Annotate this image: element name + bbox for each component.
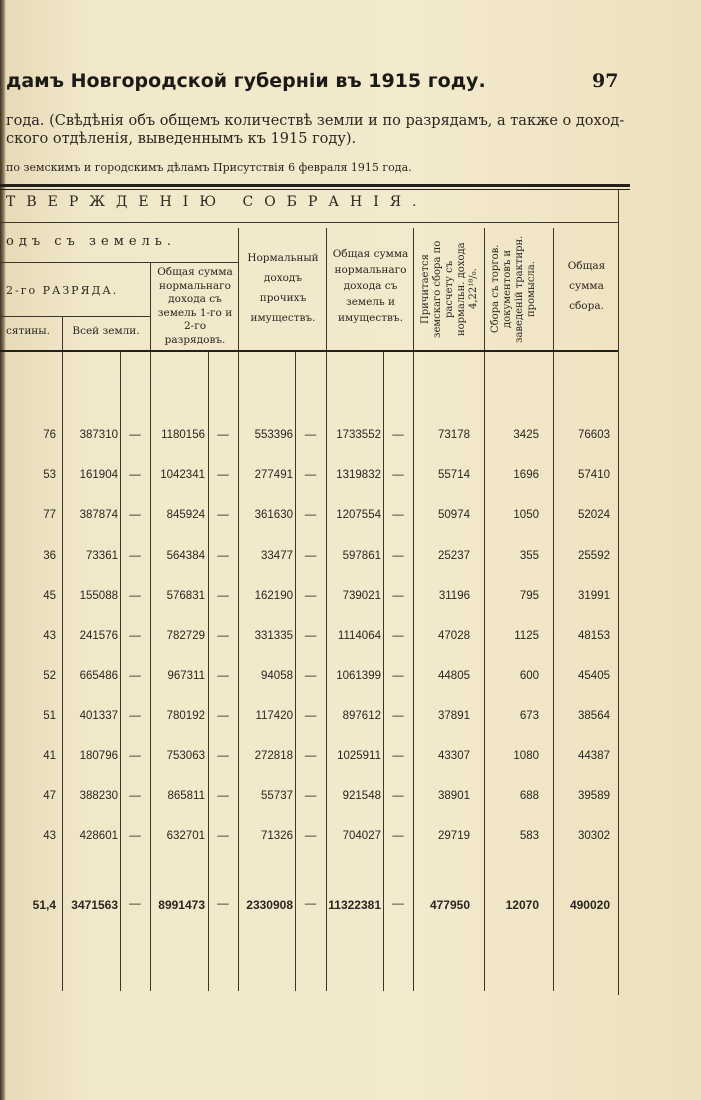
dash-cell: — <box>129 710 141 722</box>
cell-rate: 43 <box>43 830 56 842</box>
dash-cell: — <box>217 509 229 521</box>
dash-cell: — <box>304 710 317 722</box>
cell-zemstvo: 43307 <box>438 750 470 762</box>
dash-cell: — <box>129 750 141 762</box>
cell-other: 117420 <box>255 710 293 722</box>
dash-cell: — <box>304 429 317 441</box>
cell-rate: 51,4 <box>32 898 56 912</box>
cell-other: 55737 <box>261 790 293 802</box>
cell-total-fee: 45405 <box>578 670 610 682</box>
cell-total-fee: 31991 <box>578 590 610 602</box>
cell-sum12: 967311 <box>167 670 205 682</box>
cell-trade: 1696 <box>513 469 539 481</box>
cell-trade: 1050 <box>513 509 539 521</box>
cell-sum12: 1042341 <box>160 469 205 481</box>
cell-total-income: 1114064 <box>337 630 381 642</box>
cell-zemstvo: 31196 <box>438 590 470 602</box>
dash-cell: — <box>129 790 141 802</box>
dash-cell: — <box>217 710 229 722</box>
dash-cell: — <box>217 898 229 910</box>
dash-cell: — <box>129 429 141 441</box>
cell-rate: 41 <box>43 750 56 762</box>
cell-total-fee: 490020 <box>569 898 610 912</box>
cell-zemstvo: 50974 <box>438 509 470 521</box>
cell-zemstvo: 29719 <box>438 830 470 842</box>
table-row <box>0 670 630 688</box>
dash-cell: — <box>304 469 317 481</box>
table-row <box>0 750 630 768</box>
cell-total-fee: 48153 <box>578 630 610 642</box>
cell-other: 277491 <box>254 469 293 481</box>
dash-cell: — <box>217 670 229 682</box>
cell-trade: 583 <box>519 830 539 842</box>
col-rule <box>326 228 327 991</box>
header-bottom-rule <box>0 350 618 352</box>
dash-cell: — <box>304 590 317 602</box>
cell-rate: 36 <box>43 550 56 562</box>
cell-total-income: 1025911 <box>337 750 381 762</box>
cell-zemstvo: 47028 <box>438 630 470 642</box>
cell-rate: 51 <box>43 710 56 722</box>
cell-total-fee: 52024 <box>578 509 610 521</box>
cell-other: 272818 <box>254 750 293 762</box>
dash-cell: — <box>129 509 141 521</box>
subtitle-source: по земскимъ и городскимъ дѣламъ Присутствія 6 февраля 1915 года. <box>6 161 412 174</box>
cell-total-income: 921548 <box>342 790 381 802</box>
dash-cell: — <box>392 830 404 842</box>
dash-cell: — <box>392 509 404 521</box>
cell-total-income: 739021 <box>342 590 381 602</box>
dash-cell: — <box>217 750 229 762</box>
cell-total-income: 1319832 <box>336 469 381 481</box>
header-trade-fee: Сбора съ торгов. документовъ и заведеній трактирн. промысла. <box>490 235 537 343</box>
col-rule <box>553 228 554 991</box>
header-per-desyatina: сятины. <box>6 325 51 337</box>
cell-sum12: 780192 <box>166 710 205 722</box>
col-rule <box>484 228 485 991</box>
col-rule <box>62 316 63 991</box>
header-second-category: 2-го РАЗРЯДА. <box>6 284 119 297</box>
cell-sum12: 1180156 <box>161 429 205 441</box>
table-row <box>0 630 630 648</box>
cell-sum12: 564384 <box>166 550 205 562</box>
cell-trade: 688 <box>519 790 539 802</box>
table-banner: ТВЕРЖДЕНІЮ СОБРАНІЯ. <box>6 194 428 210</box>
cell-sum12: 8991473 <box>158 898 205 912</box>
dash-cell: — <box>304 550 317 562</box>
cell-total-income: 704027 <box>342 830 381 842</box>
dash-cell: — <box>392 590 404 602</box>
dash-cell: — <box>129 898 141 910</box>
table-row <box>0 830 630 848</box>
cell-total-income: 11322381 <box>328 898 381 912</box>
col-rule <box>413 228 414 991</box>
cell-total-fee: 44387 <box>578 750 610 762</box>
cell-other: 331335 <box>254 630 293 642</box>
table-row <box>0 550 630 568</box>
table-row <box>0 509 630 527</box>
dash-cell: — <box>304 670 317 682</box>
header-rule-thick <box>0 184 630 187</box>
subtitle: года. (Свѣдѣнія объ общемъ количествѣ земли и по разрядамъ, а также о доход- ского отдѣленія, выведеннымъ къ 1915 году). <box>6 113 625 147</box>
cell-total-fee: 39589 <box>578 790 610 802</box>
header-rule-thin <box>0 189 630 190</box>
dash-cell: — <box>129 670 141 682</box>
dash-cell: — <box>129 830 141 842</box>
header-total-normal-income: Общая сумма нормальнаго дохода съ земель и имуществъ. <box>332 248 409 324</box>
dash-cell: — <box>392 429 404 441</box>
cell-land: 155088 <box>79 590 118 602</box>
cell-trade: 600 <box>519 670 539 682</box>
cell-total-fee: 38564 <box>578 710 610 722</box>
cell-zemstvo: 73178 <box>438 429 470 441</box>
cell-sum12: 632701 <box>166 830 205 842</box>
table-row <box>0 429 630 447</box>
cell-rate: 45 <box>43 590 56 602</box>
cell-total-fee: 30302 <box>578 830 610 842</box>
dash-cell: — <box>304 830 317 842</box>
cell-trade: 795 <box>519 590 539 602</box>
table-row <box>0 790 630 808</box>
dash-cell: — <box>392 790 404 802</box>
cell-other: 553396 <box>254 429 293 441</box>
dash-cell: — <box>217 830 229 842</box>
cell-total-fee: 57410 <box>578 469 610 481</box>
header-rule <box>0 262 238 263</box>
cell-rate: 52 <box>43 670 56 682</box>
dash-cell: — <box>129 469 141 481</box>
cell-zemstvo: 25237 <box>438 550 470 562</box>
cell-zemstvo: 37891 <box>438 710 470 722</box>
dash-cell: — <box>304 509 317 521</box>
cell-land: 3471563 <box>71 898 118 912</box>
cell-land: 387874 <box>79 509 118 521</box>
cell-land: 73361 <box>86 550 118 562</box>
dash-cell: — <box>392 550 404 562</box>
col-rule <box>238 228 239 991</box>
cell-other: 94058 <box>261 670 293 682</box>
header-total-income-cat12: Общая сумма нормальнаго дохода съ земель 1-го и 2-го разрядовъ. <box>157 266 233 346</box>
cell-sum12: 865811 <box>167 790 205 802</box>
cell-sum12: 782729 <box>166 630 205 642</box>
cell-rate: 76 <box>43 429 56 441</box>
cell-zemstvo: 55714 <box>438 469 470 481</box>
cell-other: 33477 <box>261 550 293 562</box>
cell-land: 161904 <box>79 469 118 481</box>
cell-rate: 43 <box>43 630 56 642</box>
dash-cell: — <box>129 630 141 642</box>
cell-other: 162190 <box>254 590 293 602</box>
banner-rule <box>0 222 618 223</box>
col-rule <box>150 262 151 991</box>
dash-cell: — <box>392 710 404 722</box>
cell-total-fee: 25592 <box>578 550 610 562</box>
dash-cell: — <box>217 550 229 562</box>
cell-trade: 673 <box>519 710 539 722</box>
dash-cell: — <box>217 429 229 441</box>
header-income-from-lands: одъ съ земель. <box>6 234 176 249</box>
cell-trade: 1125 <box>514 630 539 642</box>
dash-cell: — <box>392 630 404 642</box>
cell-zemstvo: 38901 <box>438 790 470 802</box>
header-zemstvo-fee: Причитается земскаго сбора по расчету съ нормальн. дохода 4,22¹⁸/₀. <box>420 240 479 338</box>
dash-cell: — <box>392 670 404 682</box>
cell-zemstvo: 44805 <box>438 670 470 682</box>
dash-cell: — <box>304 630 317 642</box>
cell-land: 388230 <box>79 790 118 802</box>
cell-total-fee: 76603 <box>578 429 610 441</box>
cell-trade: 355 <box>519 550 539 562</box>
cell-land: 665486 <box>79 670 118 682</box>
cell-land: 241576 <box>79 630 118 642</box>
dash-cell: — <box>392 750 404 762</box>
cell-total-income: 1207554 <box>336 509 381 521</box>
table-row <box>0 469 630 487</box>
dash-cell: — <box>129 590 141 602</box>
cell-land: 401337 <box>79 710 118 722</box>
cell-sum12: 576831 <box>166 590 205 602</box>
table-row <box>0 710 630 728</box>
header-rule <box>0 316 150 317</box>
cell-land: 428601 <box>79 830 118 842</box>
cell-total-income: 897612 <box>342 710 381 722</box>
cell-other: 361630 <box>254 509 293 521</box>
page-title: дамъ Новгородской губерніи въ 1915 году. <box>6 70 486 92</box>
table-row <box>0 590 630 608</box>
dash-cell: — <box>304 790 317 802</box>
cell-rate: 53 <box>43 469 56 481</box>
dash-cell: — <box>217 469 229 481</box>
cell-total-income: 597861 <box>342 550 381 562</box>
cell-rate: 47 <box>43 790 56 802</box>
cell-zemstvo: 477950 <box>429 898 470 912</box>
cell-total-income: 1061399 <box>336 670 381 682</box>
header-total-fee: Общая сумма сбора. <box>567 260 606 312</box>
page-number: 97 <box>592 70 619 92</box>
cell-trade: 3425 <box>513 429 539 441</box>
dash-cell: — <box>304 898 317 910</box>
header-all-land: Всей земли. <box>72 325 140 337</box>
dash-cell: — <box>392 469 404 481</box>
cell-sum12: 845924 <box>166 509 205 521</box>
cell-trade: 12070 <box>505 898 539 912</box>
cell-other: 2330908 <box>246 898 293 912</box>
cell-rate: 77 <box>43 509 56 521</box>
dash-cell: — <box>217 590 229 602</box>
cell-land: 387310 <box>79 429 118 441</box>
table-total-row <box>0 898 630 916</box>
dash-cell: — <box>217 790 229 802</box>
dash-cell: — <box>304 750 317 762</box>
cell-trade: 1080 <box>513 750 539 762</box>
dash-cell: — <box>217 630 229 642</box>
cell-total-income: 1733552 <box>336 429 381 441</box>
cell-other: 71326 <box>261 830 293 842</box>
header-normal-income-other: Нормальный доходъ прочихъ имуществъ. <box>247 252 319 324</box>
cell-sum12: 753063 <box>166 750 205 762</box>
cell-land: 180796 <box>79 750 118 762</box>
dash-cell: — <box>129 550 141 562</box>
dash-cell: — <box>392 898 404 910</box>
